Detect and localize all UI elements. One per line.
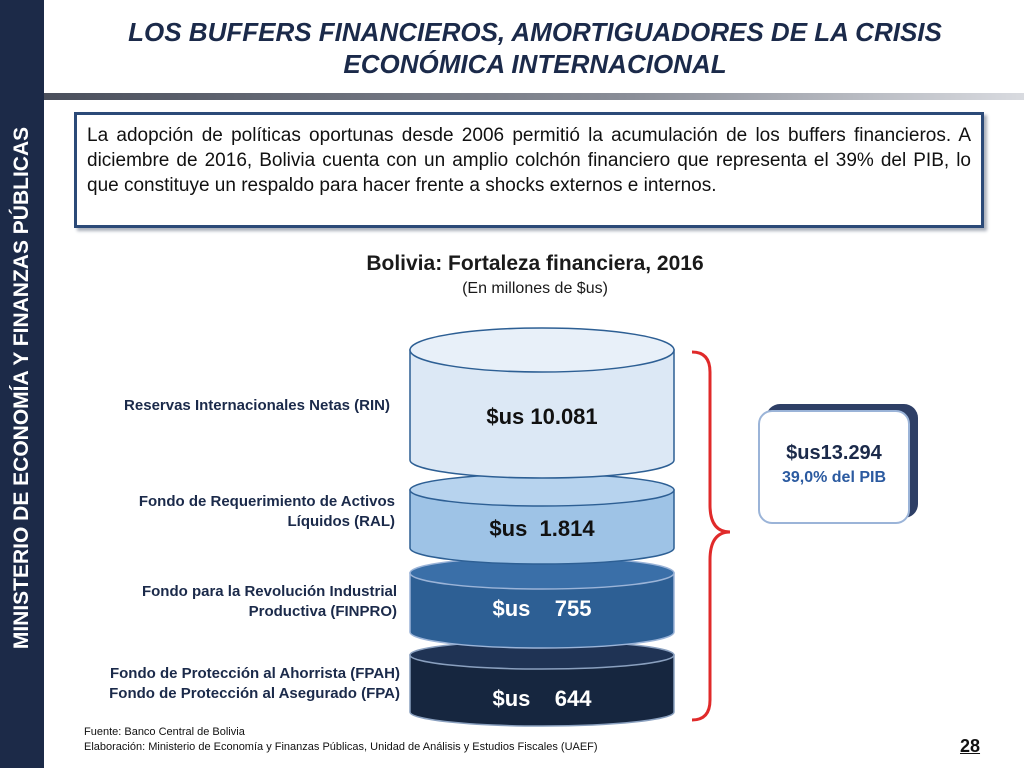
footer-source: Fuente: Banco Central de Bolivia [84, 726, 245, 738]
label-ral: Fondo de Requerimiento de Activos Líquidos (RAL) [138, 493, 395, 530]
label-fpah: Fondo de Protección al Ahorrista (FPAH) Fondo de Protección al Asegurado (FPA) [109, 665, 400, 702]
value-rin: $us 10.081 [486, 404, 598, 429]
total-pct: 39,0% del PIB [781, 469, 887, 486]
total-value: $us13.294 [786, 442, 882, 464]
label-rin: Reservas Internacionales Netas (RIN) [124, 397, 390, 414]
title-line-2: ECONÓMICA INTERNACIONAL [343, 49, 727, 79]
page-number: 28 [960, 736, 981, 756]
cylinder-rin [410, 328, 674, 478]
total-box [758, 410, 910, 524]
intro-box: La adopción de políticas oportunas desde 2006 permitió la acumulación de los buffers financieros. A diciembre de 2016, Bolivia cuenta con un amplio colchón financiero que representa el 39% del PIB, lo que constituye un respaldo para hacer frente a shocks externos e internos. [74, 112, 984, 228]
value-ral: $us 1.814 [489, 516, 595, 541]
chart-title: Bolivia: Fortaleza financiera, 2016 [366, 252, 704, 275]
sidebar-text: MINISTERIO DE ECONOMÍA Y FINANZAS PÚBLICAS [10, 126, 33, 650]
label-finpro: Fondo para la Revolución Industrial Productiva (FINPRO) [141, 583, 397, 620]
brace [692, 352, 730, 720]
value-fpah: $us 644 [492, 686, 592, 711]
cylinder-fpah [410, 641, 674, 726]
footer-credit: Elaboración: Ministerio de Economía y Finanzas Públicas, Unidad de Análisis y Estudios Fiscales (UAEF) [84, 741, 598, 753]
title-line-1: LOS BUFFERS FINANCIEROS, AMORTIGUADORES DE LA CRISIS [128, 17, 942, 47]
value-finpro: $us 755 [492, 596, 592, 621]
chart-subtitle: (En millones de $us) [462, 280, 608, 297]
